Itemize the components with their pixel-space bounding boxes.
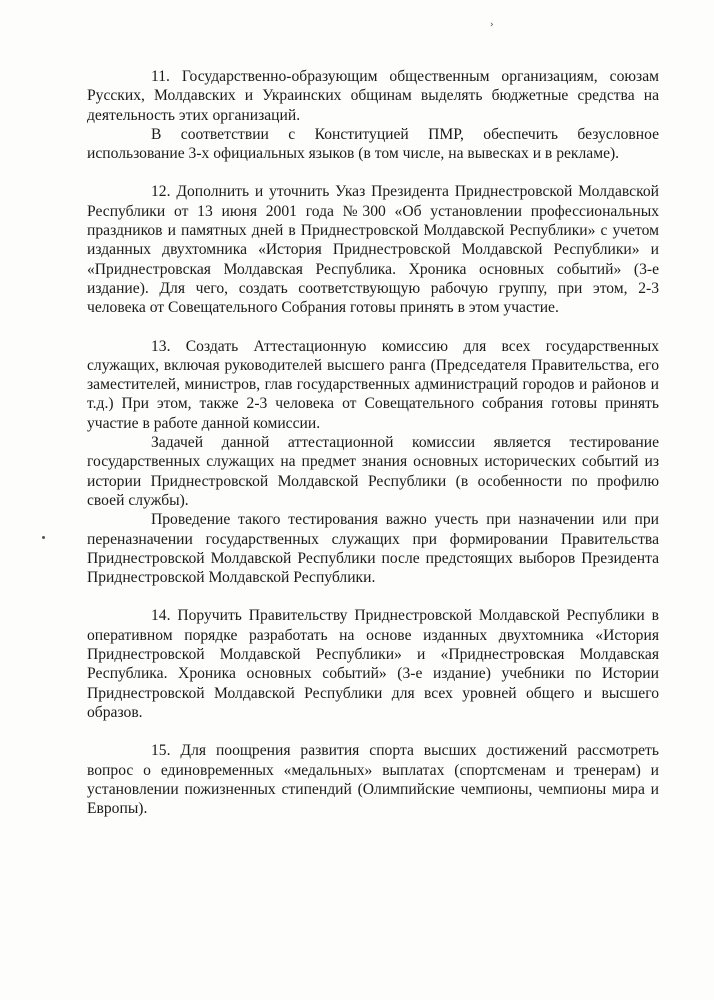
section-14 [87,606,659,722]
section-12 [87,182,659,317]
paragraph: В соответствии с Конституцией ПМР, обеспечить безусловное использование 3-х официальных языков (в том числе, на вывесках и в рекламе). [87,125,659,163]
section-11 [87,67,659,163]
section-13 [87,337,659,588]
section-gap [87,587,659,606]
scan-dot [42,536,45,539]
section-gap [87,722,659,741]
paragraph: Задачей данной аттестационной комиссии является тестирование государственных служащих на предмет знания основных исторических событий из истории Приднестровской Молдавской Республики (в особенности по профилю своей службы). [87,434,659,509]
paragraph: 14. Поручить Правительству Приднестровской Молдавской Республики в оперативном порядке разработать на основе изданных двухтомника «История Приднестровской Молдавской Республики» и «Приднестровская Молдавская Республика. Хроника основных событий» (3-е издание) учебники по Истории Приднестровской Молдавской Республики для всех уровней общего и высшего образов. [87,607,659,721]
section-gap [87,318,659,337]
section-15 [87,741,659,818]
paragraph: 12. Дополнить и уточнить Указ Президента Приднестровской Молдавской Республики от 13 июня 2001 года №300 «Об установлении профессиональных праздников и памятных дней в Приднестровской Молдавской Республики» с учетом изданных двухтомника «История Приднестровской Молдавской Республики» и «Приднестровская Молдавская Республика. Хроника основных событий» (3-е издание). Для чего, создать соответствующую рабочую группу, при этом, 2-3 человека от Совещательного Собрания готовы принять в этом участие. [87,183,659,317]
paragraph: Проведение такого тестирования важно учесть при назначении или при переназначении государственных служащих при формировании Правительства Приднестровской Молдавской Республики после предстоящих выборов Президента Приднестровской Молдавской Республики. [87,511,659,587]
paragraph: 15. Для поощрения развития спорта высших достижений рассмотреть вопрос о единовременных «медальных» выплатах (спортсменам и тренерам) и установлении пожизненных стипендий (Олимпийские чемпионы, чемпионы мира и Европы). [87,742,659,818]
section-gap [87,163,659,182]
scan-mark: › [490,20,494,30]
paragraph: 11. Государственно-образующим общественным организациям, союзам Русских, Молдавских и Украинских общинам выделять бюджетные средства на деятельность этих организаций. [87,68,659,124]
paragraph: 13. Создать Аттестационную комиссию для всех государственных служащих, включая руководителей высшего ранга (Председателя Правительства, его заместителей, министров, глав государственных администраций городов и районов и т.д.) При этом, также 2-3 человека от Совещательного собрания готовы принять участие в работе данной комиссии. [87,337,659,432]
document-body [87,67,659,818]
